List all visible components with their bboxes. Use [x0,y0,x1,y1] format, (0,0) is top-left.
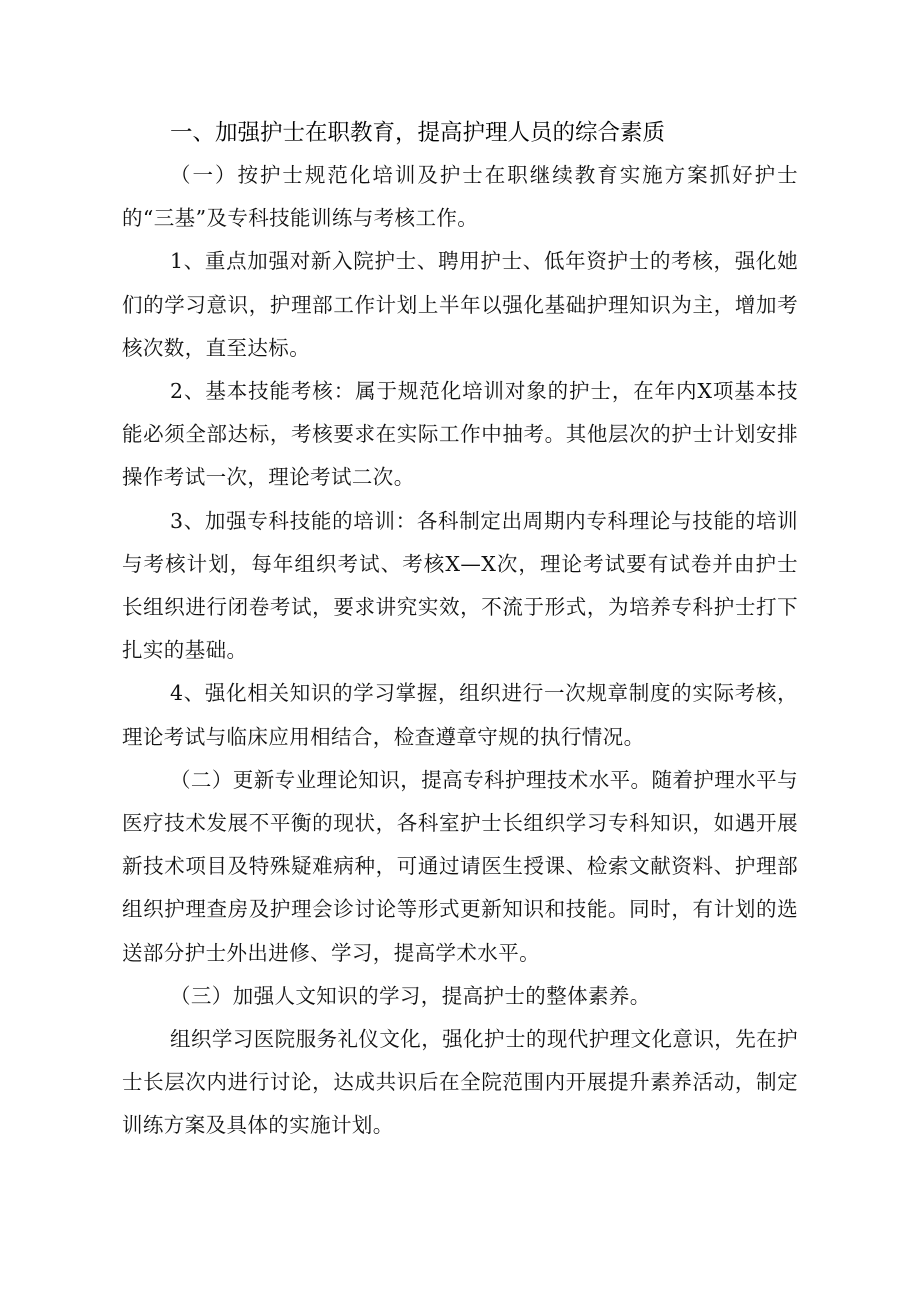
paragraph-6: （二）更新专业理论知识，提高专科护理技术水平。随着护理水平与医疗技术发展不平衡的现状，各科室护士长组织学习专科知识，如遇开展新技术项目及特殊疑难病种，可通过请医生授课、检索文献资料、护理部组织护理查房及护理会诊讨论等形式更新知识和技能。同时，有计划的选送部分护士外出进修、学习，提高学术水平。 [122,767,798,965]
paragraph-2: 1、重点加强对新入院护士、聘用护士、低年资护士的考核，强化她们的学习意识，护理部工作计划上半年以强化基础护理知识为主，增加考核次数，直至达标。 [122,249,798,360]
paragraph-5: 4、强化相关知识的学习掌握，组织进行一次规章制度的实际考核，理论考试与临床应用相结合，检查遵章守规的执行情况。 [122,681,798,749]
document-body [122,112,798,1148]
paragraph-8: 组织学习医院服务礼仪文化，强化护士的现代护理文化意识，先在护士长层次内进行讨论，达成共识后在全院范围内开展提升素养活动，制定训练方案及具体的实施计划。 [122,1027,798,1138]
section-heading: 一、加强护士在职教育，提高护理人员的综合素质 [170,120,666,146]
paragraph-7: （三）加强人文知识的学习，提高护士的整体素养。 [170,983,651,1008]
paragraph-1: （一）按护士规范化培训及护士在职继续教育实施方案抓好护士的“三基”及专科技能训练与考核工作。 [122,163,798,231]
paragraph-4: 3、加强专科技能的培训：各科制定出周期内专科理论与技能的培训与考核计划，每年组织考试、考核X—X次，理论考试要有试卷并由护士长组织进行闭卷考试，要求讲究实效，不流于形式，为培养专科护士打下扎实的基础。 [122,508,798,663]
paragraph-3: 2、基本技能考核：属于规范化培训对象的护士，在年内X项基本技能必须全部达标，考核要求在实际工作中抽考。其他层次的护士计划安排操作考试一次，理论考试二次。 [122,379,798,490]
